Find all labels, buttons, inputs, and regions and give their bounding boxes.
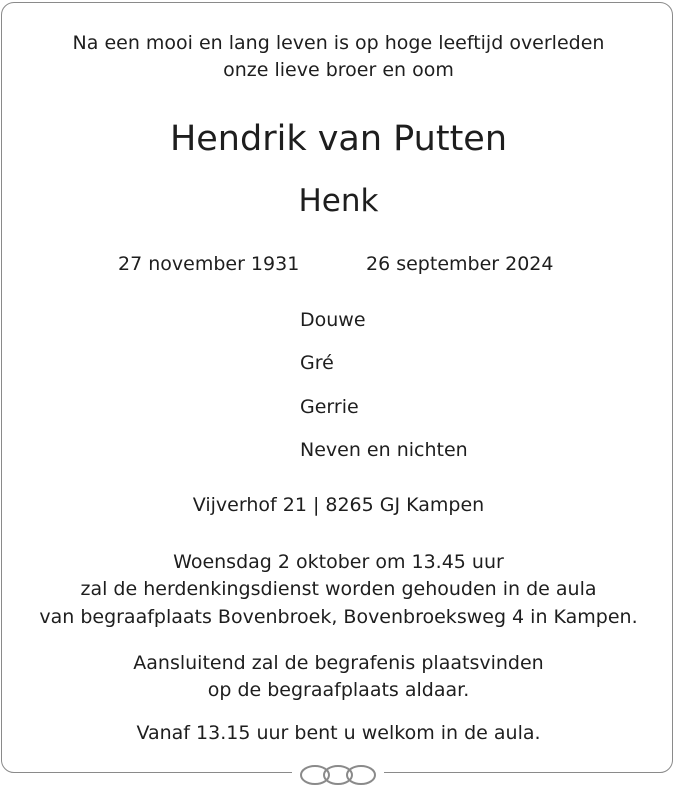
welcome-line: Vanaf 13.15 uur bent u welkom in de aula. xyxy=(136,722,541,744)
birth-date: 27 november 1931 xyxy=(118,253,300,275)
burial-line-2: op de begraafplaats aldaar. xyxy=(207,679,470,701)
relative-name: Douwe xyxy=(300,309,366,331)
relative-name: Gerrie xyxy=(300,396,359,418)
relative-name: Gré xyxy=(300,352,334,374)
service-line-3: van begraafplaats Bovenbroek, Bovenbroeksweg 4 in Kampen. xyxy=(39,606,638,628)
intro-line-1: Na een mooi en lang leven is op hoge leeftijd overleden xyxy=(72,32,605,54)
service-line-1: Woensdag 2 oktober om 13.45 uur xyxy=(173,551,504,573)
deceased-nickname: Henk xyxy=(298,183,379,219)
address: Vijverhof 21 | 8265 GJ Kampen xyxy=(192,494,485,516)
deceased-name: Hendrik van Putten xyxy=(169,119,508,159)
burial-line-1: Aansluitend zal de begrafenis plaatsvinden xyxy=(133,652,544,674)
relative-name: Neven en nichten xyxy=(300,439,468,461)
service-line-2: zal de herdenkingsdienst worden gehouden in de aula xyxy=(80,578,597,600)
death-date: 26 september 2024 xyxy=(366,253,554,275)
interlinked-rings-icon xyxy=(292,762,384,787)
intro-line-2: onze lieve broer en oom xyxy=(223,59,454,81)
